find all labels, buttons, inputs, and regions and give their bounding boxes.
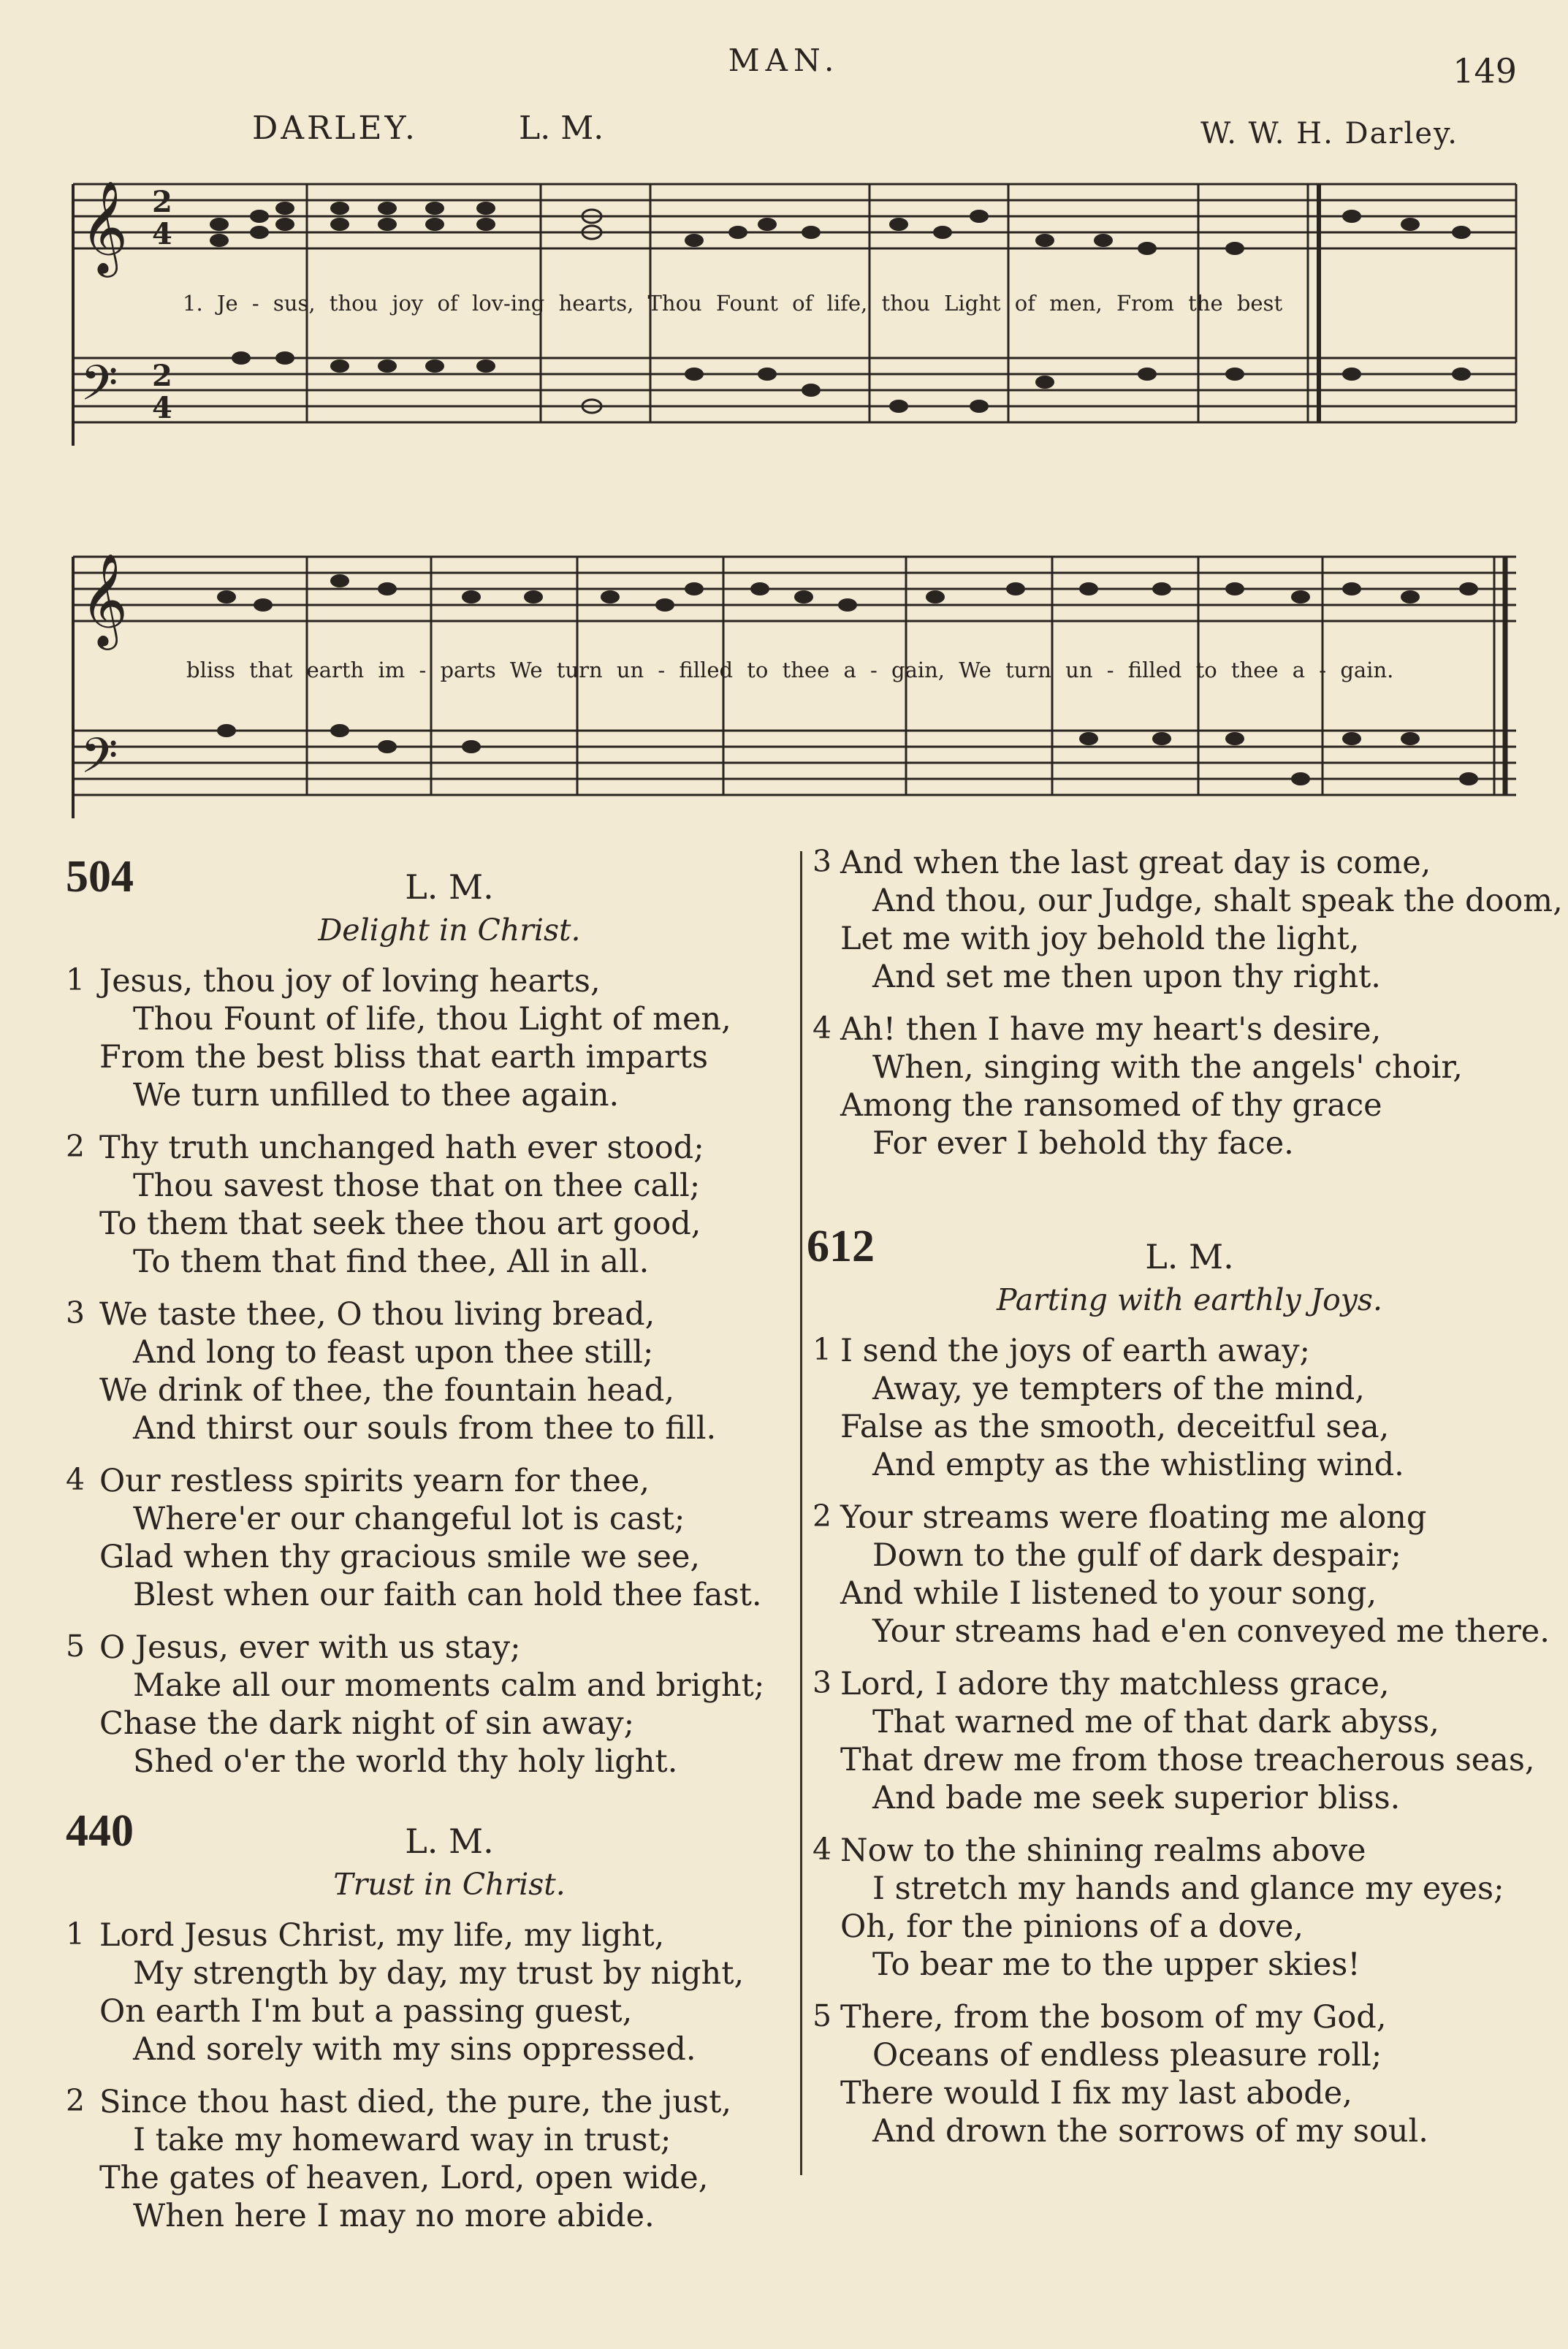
verse-line: Glad when thy gracious smile we see, bbox=[99, 1539, 701, 1575]
hymn bbox=[66, 1805, 789, 2235]
verse-line: The gates of heaven, Lord, open wide, bbox=[99, 2160, 709, 2196]
verse-line: And empty as the whistling wind. bbox=[872, 1447, 1404, 1483]
verse-line: When, singing with the angels' choir, bbox=[872, 1049, 1463, 1086]
stanza-number: 1 bbox=[812, 1332, 832, 1367]
stanza-number: 5 bbox=[66, 1629, 85, 1664]
stanza bbox=[802, 844, 1563, 996]
stanza bbox=[802, 1832, 1533, 1984]
stanza-number: 5 bbox=[812, 1998, 832, 2033]
tune-name: DARLEY. bbox=[252, 110, 418, 147]
stanza-number: 2 bbox=[66, 2083, 85, 2118]
composer: W. W. H. Darley. bbox=[1200, 117, 1458, 151]
verse-line: And thirst our souls from thee to fill. bbox=[133, 1410, 717, 1447]
verse-line: Among the ransomed of thy grace bbox=[840, 1087, 1382, 1124]
lyrics-line-1: 1. Je - sus, thou joy of lov-ing hearts, Thou Fount of life, thou Light of men, From the best bbox=[183, 291, 1283, 316]
verse-line: And when the last great day is come, bbox=[840, 845, 1431, 881]
stanza-number: 4 bbox=[66, 1462, 85, 1497]
stanza bbox=[66, 962, 789, 1114]
hymn-title: Trust in Christ. bbox=[333, 1867, 566, 1902]
verse-line: We taste thee, O thou living bread, bbox=[99, 1296, 655, 1333]
verse-line: I take my homeward way in trust; bbox=[133, 2122, 671, 2158]
svg-text:2: 2 bbox=[152, 185, 172, 219]
verse-line: Since thou hast died, the pure, the just, bbox=[99, 2084, 732, 2120]
svg-text:𝄞: 𝄞 bbox=[80, 552, 129, 646]
svg-text:4: 4 bbox=[152, 217, 172, 251]
verse-line: Thou Fount of life, thou Light of men, bbox=[133, 1001, 731, 1038]
verse-line: False as the smooth, deceitful sea, bbox=[840, 1409, 1390, 1445]
svg-text:𝄢: 𝄢 bbox=[80, 355, 118, 423]
hymn-number: 612 bbox=[807, 1222, 875, 1271]
verse-line: And set me then upon thy right. bbox=[872, 959, 1381, 995]
stanza-number: 2 bbox=[812, 1499, 832, 1534]
verse-line: My strength by day, my trust by night, bbox=[133, 1955, 745, 1992]
hymn-number: 440 bbox=[66, 1806, 134, 1856]
stanza-number: 4 bbox=[812, 1010, 832, 1046]
verse-line: Ah! then I have my heart's desire, bbox=[840, 1011, 1382, 1048]
right-column bbox=[800, 844, 1563, 2175]
verse-line: Jesus, thou joy of loving hearts, bbox=[99, 963, 601, 1000]
verse-line: Where'er our changeful lot is cast; bbox=[133, 1501, 685, 1537]
verse-line: We turn unfilled to thee again. bbox=[133, 1077, 620, 1113]
verse-line: To them that seek thee thou art good, bbox=[99, 1206, 701, 1242]
hymn-title: Parting with earthly Joys. bbox=[996, 1282, 1383, 1317]
svg-text:𝄢: 𝄢 bbox=[80, 728, 118, 796]
stanza bbox=[66, 1462, 789, 1614]
tune-meter: L. M. bbox=[519, 110, 604, 147]
verse-line: To bear me to the upper skies! bbox=[872, 1946, 1360, 1983]
hymn-title: Delight in Christ. bbox=[318, 913, 581, 948]
hymn bbox=[66, 851, 789, 1781]
stanza-number: 2 bbox=[66, 1129, 85, 1164]
stanza-number: 3 bbox=[812, 844, 832, 879]
music-system-2 bbox=[66, 541, 1520, 840]
verse-line: Thy truth unchanged hath ever stood; bbox=[99, 1130, 704, 1166]
verse-line: Lord Jesus Christ, my life, my light, bbox=[99, 1917, 665, 1954]
verse-line: Chase the dark night of sin away; bbox=[99, 1705, 635, 1742]
verse-line: Down to the gulf of dark despair; bbox=[872, 1537, 1401, 1574]
verse-line: And bade me seek superior bliss. bbox=[872, 1780, 1401, 1816]
verse-line: We drink of thee, the fountain head, bbox=[99, 1372, 675, 1409]
music-system-1 bbox=[66, 168, 1520, 468]
music-staves-2 bbox=[66, 541, 1520, 840]
verse-line: When here I may no more abide. bbox=[133, 2198, 655, 2234]
svg-text:𝄞: 𝄞 bbox=[80, 180, 129, 273]
music-staves-1 bbox=[66, 168, 1520, 468]
verse-line: O Jesus, ever with us stay; bbox=[99, 1629, 521, 1666]
stanza bbox=[802, 1665, 1533, 1817]
stanza-number: 3 bbox=[812, 1665, 832, 1700]
verse-line: Thou savest those that on thee call; bbox=[133, 1168, 701, 1204]
verse-line: I send the joys of earth away; bbox=[840, 1333, 1311, 1369]
stanza bbox=[802, 1499, 1550, 1651]
stanza bbox=[802, 1998, 1533, 2150]
verse-line: For ever I behold thy face. bbox=[872, 1125, 1294, 1162]
stanza-number: 1 bbox=[66, 962, 85, 997]
verse-line: Lord, I adore thy matchless grace, bbox=[840, 1666, 1390, 1702]
stanza bbox=[66, 1129, 789, 1281]
page-number: 149 bbox=[1453, 51, 1517, 91]
hymn-number: 504 bbox=[66, 852, 134, 902]
stanza-number: 3 bbox=[66, 1295, 85, 1330]
verse-line: Away, ye tempters of the mind, bbox=[872, 1371, 1365, 1407]
stanza bbox=[802, 1332, 1533, 1484]
stanza bbox=[66, 1295, 789, 1447]
verse-line: On earth I'm but a passing guest, bbox=[99, 1993, 633, 2030]
verse-line: And thou, our Judge, shalt speak the doom, bbox=[872, 883, 1563, 919]
verse-line: Your streams were floating me along bbox=[840, 1499, 1427, 1536]
stanza-number: 4 bbox=[812, 1832, 832, 1867]
verse-line: I stretch my hands and glance my eyes; bbox=[872, 1870, 1504, 1907]
hymn-meter: L. M. bbox=[1145, 1237, 1234, 1276]
hymn bbox=[802, 1221, 1550, 2150]
hymn bbox=[802, 844, 1563, 1162]
hymn-meter: L. M. bbox=[405, 867, 494, 907]
hymn-meter: L. M. bbox=[405, 1821, 494, 1861]
stanza bbox=[802, 1010, 1533, 1162]
verse-line: There would I fix my last abode, bbox=[840, 2075, 1352, 2112]
verse-line: Blest when our faith can hold thee fast. bbox=[133, 1577, 762, 1613]
verse-line: Oceans of endless pleasure roll; bbox=[872, 2037, 1382, 2074]
verse-line: To them that find thee, All in all. bbox=[133, 1244, 650, 1280]
verse-line: Make all our moments calm and bright; bbox=[133, 1667, 765, 1704]
verse-line: And sorely with my sins oppressed. bbox=[133, 2031, 696, 2068]
verse-line: Let me with joy behold the light, bbox=[840, 921, 1360, 957]
verse-line: From the best bliss that earth imparts bbox=[99, 1039, 709, 1075]
verse-line: And drown the sorrows of my soul. bbox=[872, 2113, 1428, 2150]
stanza-number: 1 bbox=[66, 1916, 85, 1952]
verse-line: And while I listened to your song, bbox=[840, 1575, 1377, 1612]
verse-line: Shed o'er the world thy holy light. bbox=[133, 1743, 678, 1780]
stanza bbox=[66, 1629, 789, 1781]
verse-line: Your streams had e'en conveyed me there. bbox=[872, 1613, 1550, 1650]
verse-line: That warned me of that dark abyss, bbox=[872, 1704, 1439, 1740]
verse-line: Now to the shining realms above bbox=[840, 1832, 1366, 1869]
verse-line: Our restless spirits yearn for thee, bbox=[99, 1463, 650, 1499]
stanza bbox=[66, 2083, 789, 2235]
left-column bbox=[66, 851, 789, 2260]
svg-text:4: 4 bbox=[152, 391, 172, 425]
lyrics-line-2: bliss that earth im - parts We turn un - filled to thee a - gain, We turn un - filled to thee a - gain. bbox=[186, 658, 1394, 682]
verse-line: And long to feast upon thee still; bbox=[133, 1334, 654, 1371]
running-head: MAN. bbox=[728, 42, 840, 78]
verse-line: There, from the bosom of my God, bbox=[840, 1999, 1387, 2036]
svg-text:2: 2 bbox=[152, 359, 172, 393]
stanza bbox=[66, 1916, 789, 2068]
verse-line: That drew me from those treacherous seas, bbox=[840, 1742, 1535, 1778]
verse-line: Oh, for the pinions of a dove, bbox=[840, 1908, 1304, 1945]
